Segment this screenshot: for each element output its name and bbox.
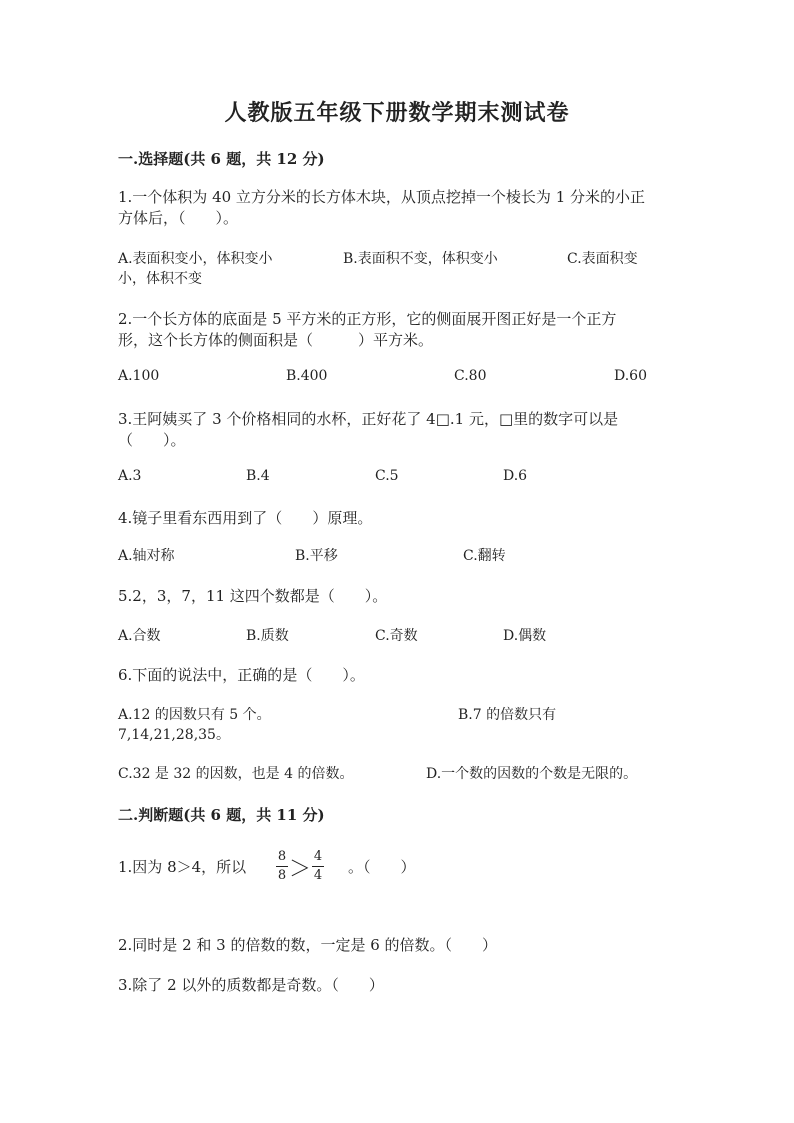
fraction-2-denominator: 4 bbox=[313, 868, 323, 883]
question-6-option-b-continued: 7,14,21,28,35。 bbox=[118, 727, 230, 743]
question-3-line-1: 3.王阿姨买了 3 个价格相同的水杯，正好花了 4□.1 元，□里的数字可以是 bbox=[118, 410, 619, 428]
question-3-line-2: （ ）。 bbox=[118, 431, 186, 449]
question-3-option-a: A.3 bbox=[118, 468, 142, 484]
question-6-option-a: A.12 的因数只有 5 个。 bbox=[118, 707, 271, 723]
judgement-1-prefix: 1.因为 8＞4，所以 bbox=[118, 858, 247, 876]
judgement-2-line-1: 2.同时是 2 和 3 的倍数的数，一定是 6 的倍数。（ ） bbox=[118, 936, 498, 954]
fraction-2-numerator: 4 bbox=[313, 849, 323, 864]
greater-than-sign: ＞ bbox=[289, 857, 312, 882]
question-5-line-1: 5.2，3，7，11 这四个数都是（ ）。 bbox=[118, 587, 388, 605]
judgement-1-suffix: 。（ ） bbox=[348, 858, 416, 876]
question-2-line-2: 形，这个长方体的侧面积是（ ）平方米。 bbox=[118, 331, 434, 349]
question-1-option-a: A.表面积变小，体积变小 bbox=[118, 251, 273, 267]
question-3-option-c: C.5 bbox=[375, 468, 399, 484]
question-1-option-c: C.表面积变 bbox=[567, 251, 638, 267]
question-3-option-b: B.4 bbox=[246, 468, 270, 484]
page-title: 人教版五年级下册数学期末测试卷 bbox=[224, 100, 570, 126]
fraction-1-denominator: 8 bbox=[277, 868, 287, 883]
question-5-option-b: B.质数 bbox=[246, 628, 289, 644]
question-3-option-d: D.6 bbox=[503, 468, 528, 484]
question-1-line-1: 1.一个体积为 40 立方分米的长方体木块，从顶点挖掉一个棱长为 1 分米的小正 bbox=[118, 188, 646, 206]
question-1-option-b: B.表面积不变，体积变小 bbox=[343, 251, 498, 267]
question-4-line-1: 4.镜子里看东西用到了（ ）原理。 bbox=[118, 509, 373, 527]
question-2-option-a: A.100 bbox=[118, 368, 160, 384]
question-6-option-d: D.一个数的因数的个数是无限的。 bbox=[426, 766, 638, 782]
question-5-option-c: C.奇数 bbox=[375, 628, 418, 644]
question-2-option-b: B.400 bbox=[286, 368, 328, 384]
fraction-2-bar bbox=[312, 866, 324, 867]
question-2-option-d: D.60 bbox=[614, 368, 647, 384]
question-1-option-c-continued: 小，体积不变 bbox=[118, 271, 202, 287]
question-2-line-1: 2.一个长方体的底面是 5 平方米的正方形，它的侧面展开图正好是一个正方 bbox=[118, 310, 617, 328]
question-1-line-2: 方体后，（ ）。 bbox=[118, 209, 239, 227]
question-4-option-c: C.翻转 bbox=[463, 548, 506, 564]
section-heading-judgement: 二.判断题(共 6 题，共 11 分) bbox=[118, 806, 325, 824]
question-6-option-c: C.32 是 32 的因数，也是 4 的倍数。 bbox=[118, 766, 354, 782]
fraction-1-bar bbox=[276, 866, 288, 867]
question-5-option-d: D.偶数 bbox=[503, 628, 547, 644]
question-6-option-b: B.7 的倍数只有 bbox=[458, 707, 557, 723]
question-6-line-1: 6.下面的说法中，正确的是（ ）。 bbox=[118, 666, 365, 684]
fraction-1-numerator: 8 bbox=[277, 849, 287, 864]
section-heading-choice: 一.选择题(共 6 题，共 12 分) bbox=[118, 150, 325, 168]
question-5-option-a: A.合数 bbox=[118, 628, 161, 644]
question-4-option-b: B.平移 bbox=[295, 548, 338, 564]
question-4-option-a: A.轴对称 bbox=[118, 548, 175, 564]
question-2-option-c: C.80 bbox=[454, 368, 487, 384]
judgement-3-line-1: 3.除了 2 以外的质数都是奇数。（ ） bbox=[118, 976, 384, 994]
